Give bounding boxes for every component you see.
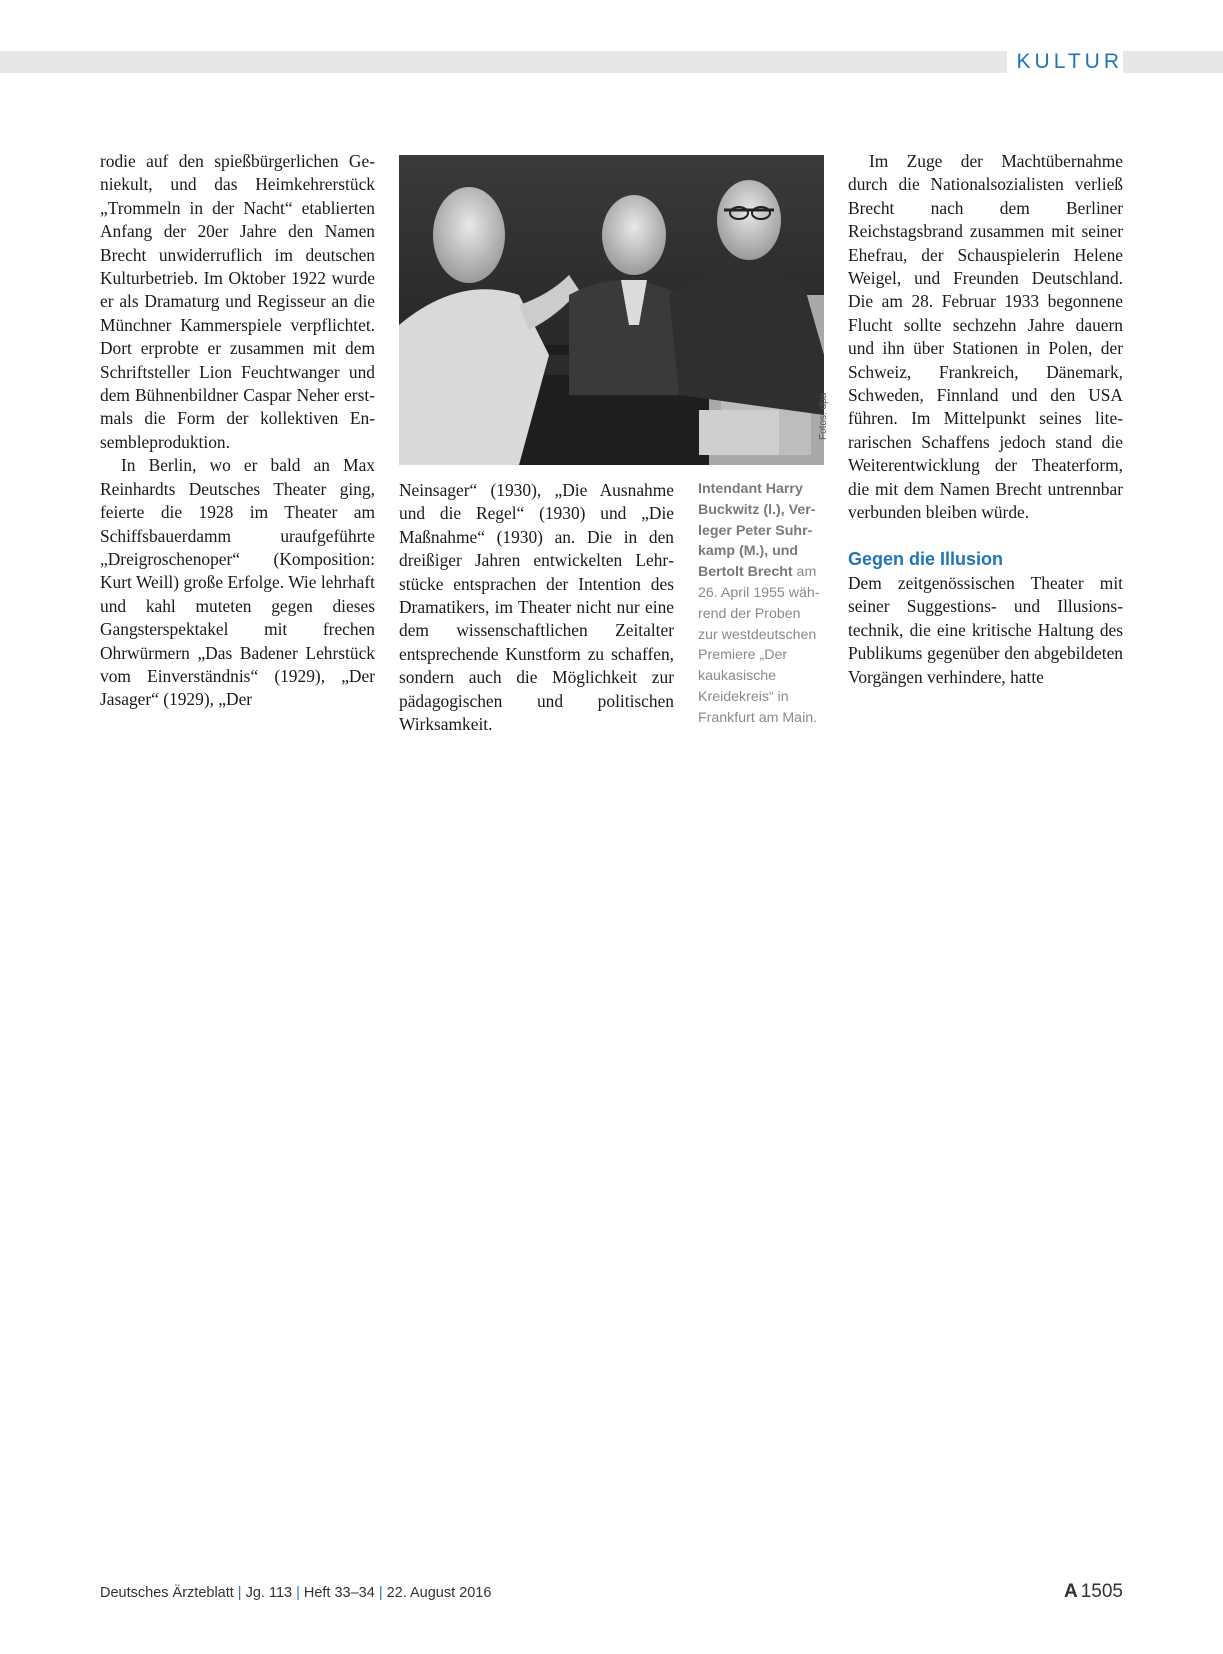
paragraph: Dem zeitgenössischen Theater mit seiner Suggestions- und Illusionstechnik, die eine kritische Haltung des Publikums gegenüber den abgebildeten Vorgängen verhindere, hatte	[848, 572, 1123, 687]
photo-credit: Fotos: dpa	[818, 392, 829, 440]
page-footer	[100, 1581, 1123, 1602]
page-prefix: A	[1063, 1581, 1078, 1602]
historical-photo	[399, 155, 824, 465]
separator: |	[378, 1585, 383, 1601]
photo-caption	[698, 479, 824, 729]
issue: Heft 33–34	[303, 1585, 375, 1601]
paragraph: Im Zuge der Machtübernahme durch die Nationalsozialisten verließ Brecht nach dem Berliner Reichstagsbrand zusammen mit seiner Ehefrau, der Schauspielerin Helene Weigel, und Freunden Deutschland. Die am 28. Februar 1933 begonnene Flucht sollte sechzehn Jahre dauern und ihn über Stationen in Polen, der Schweiz, Frankreich, Dänemark, Schweden, Finnland und den USA führen. Im Mittelpunkt seines literarischen Schaffens jedoch stand die Weiterentwicklung der Theaterform, die mit dem Namen Brecht untrennbar verbunden bleiben würde.	[848, 151, 1123, 523]
section-label: KULTUR	[1007, 48, 1123, 76]
photo-illustration	[399, 155, 824, 465]
paragraph: Neinsager“ (1930), „Die Ausnahme und die Regel“ (1930) und „Die Maßnahme“ (1930) an. Die in den dreißiger Jahren entwickelten Lehrstücke entsprachen der Intention des Dramatikers, im Theater nicht nur eine dem wissenschaftlichen Zeitalter entsprechende Kunstform zu schaffen, sondern auch die Möglichkeit zur pädagogischen und politischen Wirksamkeit.	[399, 480, 674, 735]
text-column-3	[848, 150, 1123, 689]
date: 22. August 2016	[386, 1585, 492, 1601]
text-column-1	[100, 150, 375, 712]
text-column-2	[399, 479, 674, 736]
paragraph: rodie auf den spießbürgerlichen Geniekult, und das Heimkehrerstück „Trommeln in der Nacht“ etablierten Anfang der 20er Jahre den Namen Brecht unwiderruflich im deutschen Kulturbetrieb. Im Oktober 1922 wurde er als Dramaturg und Regisseur an die Münchner Kammerspiele verpflichtet. Dort erprobte er zusammen mit dem Schriftsteller Lion Feuchtwanger und dem Bühnenbildner Caspar Neher erstmals die Form der kollektiven Ensembleproduktion.	[100, 151, 375, 452]
volume: Jg. 113	[245, 1585, 293, 1601]
separator: |	[296, 1585, 300, 1601]
caption-bold: Intendant Harry Buckwitz (l.), Verleger Peter Suhrkamp (M.), und Bertolt Brecht	[698, 481, 816, 581]
page-number	[1064, 1581, 1123, 1603]
caption-text: am 26. April 1955 während der Proben zur westdeutschen Premiere „Der kaukasische Kreidekreis“ in Frankfurt am Main.	[698, 564, 820, 726]
subheading: Gegen die Illusion	[848, 548, 1004, 569]
journal-name: Deutsches Ärzteblatt	[100, 1585, 234, 1601]
separator: |	[237, 1585, 242, 1601]
paragraph: In Berlin, wo er bald an Max Reinhardts Deutsches Theater ging, feierte die 1928 im Theater am Schiffsbauerdamm uraufgeführte „Dreigroschenoper“ (Komposition: Kurt Weill) große Erfolge. Wie lehrhaft und kahl muteten gegen dieses Gangsterspektakel mit frechen Ohrwürmern „Das Badener Lehrstück vom Einverständnis“ (1929), „Der Jasager“ (1929), „Der	[100, 455, 375, 710]
page-number-value: 1505	[1080, 1581, 1123, 1602]
